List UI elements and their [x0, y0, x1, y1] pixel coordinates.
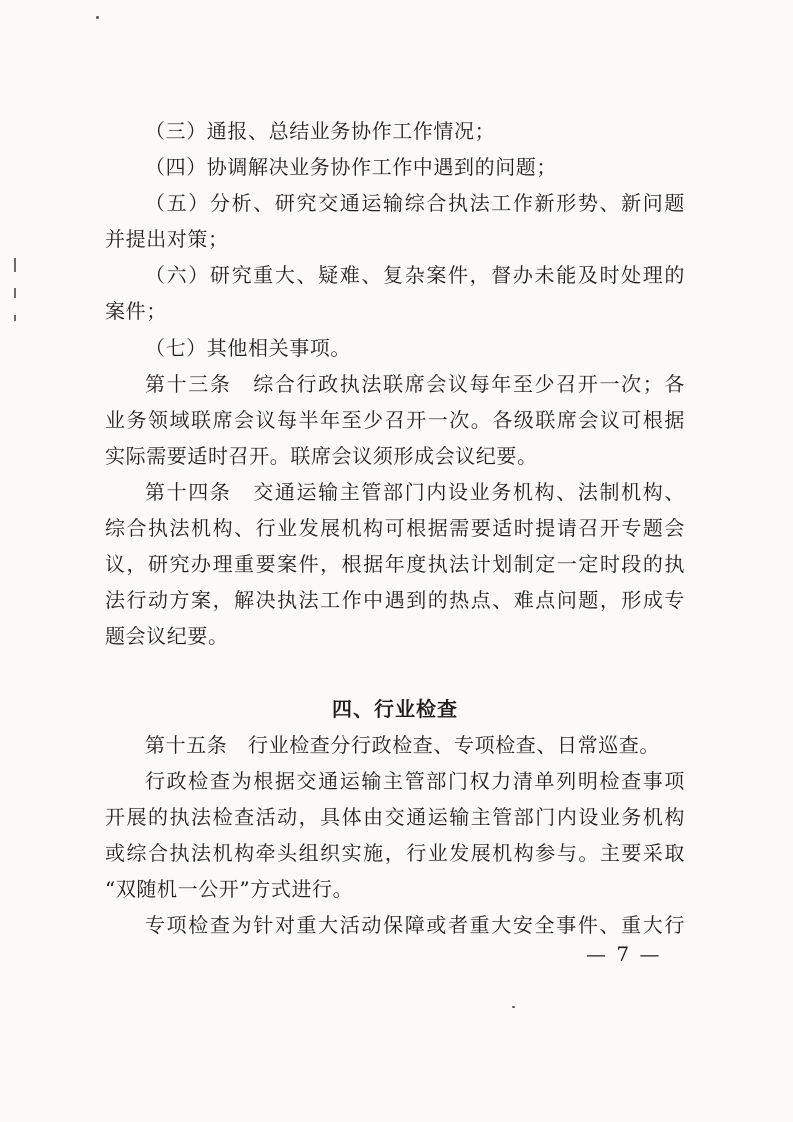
list-item-5: （五）分析、研究交通运输综合执法工作新形势、新问题 [145, 191, 685, 216]
article-15: 第十五条 行业检查分行政检查、专项检查、日常巡查。 [145, 732, 660, 757]
binding-mark [14, 258, 16, 272]
article-13-line-3: 实际需要适时召开。联席会议须形成会议纪要。 [105, 443, 538, 468]
section-spacer [105, 654, 685, 690]
admin-inspection-line-2: 开展的执法检查活动，具体由交通运输主管部门内设业务机构 [105, 804, 685, 829]
scan-speck [96, 16, 99, 19]
article-13: 第十三条 综合行政执法联席会议每年至少召开一次；各 [145, 371, 685, 396]
admin-inspection-paragraph: 行政检查为根据交通运输主管部门权力清单列明检查事项 [145, 768, 685, 793]
document-body [105, 113, 685, 943]
binding-mark [14, 315, 16, 321]
article-14-line-5: 题会议纪要。 [105, 624, 229, 649]
article-13-line-2: 业务领域联席会议每半年至少召开一次。各级联席会议可根据 [105, 407, 685, 432]
special-inspection-paragraph: 专项检查为针对重大活动保障或者重大安全事件、重大行 [145, 913, 685, 938]
list-item-5-continued: 并提出对策； [105, 227, 229, 252]
scan-speck [512, 1006, 515, 1008]
article-14-line-2: 综合执法机构、行业发展机构可根据需要适时提请召开专题会 [105, 516, 685, 541]
article-14: 第十四条 交通运输主管部门内设业务机构、法制机构、 [145, 479, 685, 504]
admin-inspection-line-4: “双随机一公开”方式进行。 [105, 876, 354, 901]
article-14-line-4: 法行动方案，解决执法工作中遇到的热点、难点问题，形成专 [105, 588, 685, 613]
binding-mark [14, 288, 16, 298]
list-item-7: （七）其他相关事项。 [145, 335, 351, 360]
admin-inspection-line-3: 或综合执法机构牵头组织实施，行业发展机构参与。主要采取 [105, 840, 685, 865]
page-number: — 7 — [586, 942, 662, 966]
article-14-line-3: 议，研究办理重要案件，根据年度执法计划制定一定时段的执 [105, 552, 685, 577]
list-item-3: （三）通报、总结业务协作工作情况； [145, 119, 496, 143]
list-item-6-continued: 案件； [105, 299, 167, 324]
list-item-6: （六）研究重大、疑难、复杂案件，督办未能及时处理的 [145, 263, 685, 288]
section-heading: 四、行业检查 [332, 696, 458, 721]
list-item-4: （四）协调解决业务协作工作中遇到的问题； [145, 155, 557, 180]
